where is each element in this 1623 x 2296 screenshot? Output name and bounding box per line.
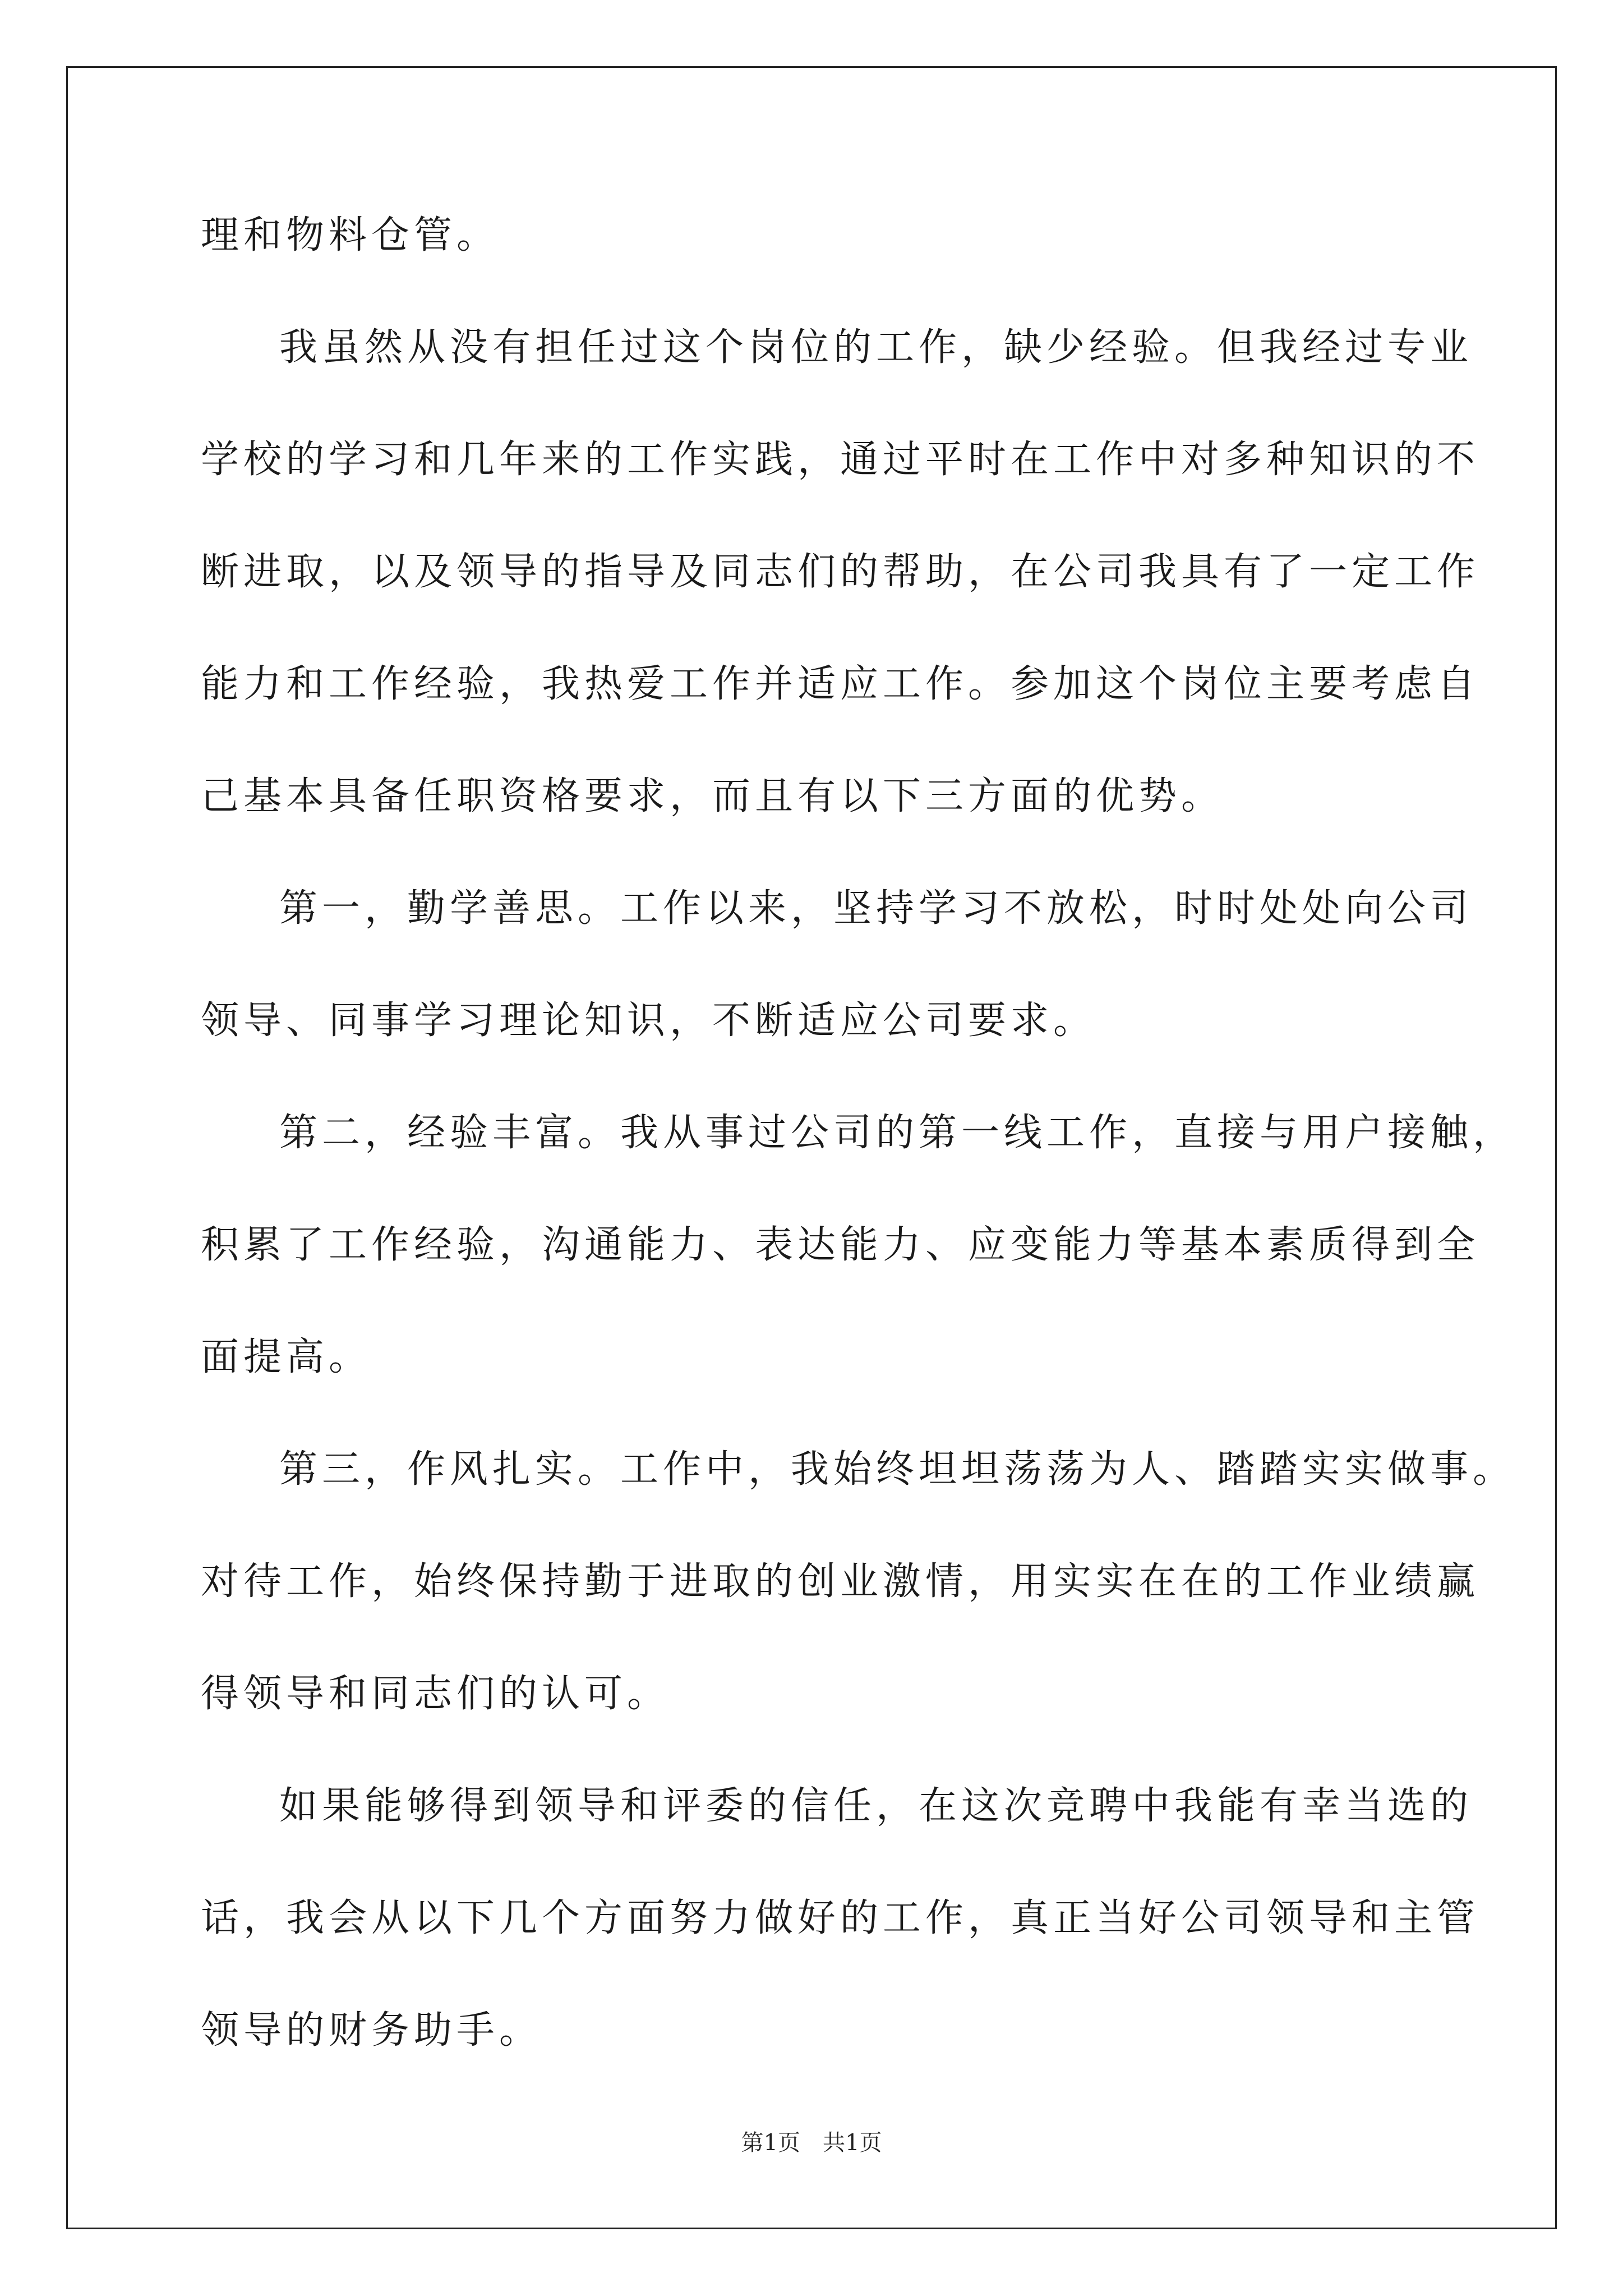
paragraph-first-line: 如果能够得到领导和评委的信任，在这次竞聘中我能有幸当选的 xyxy=(279,1784,1473,1828)
text-line: 面提高。 xyxy=(201,1335,372,1379)
paragraph-first-line: 我虽然从没有担任过这个岗位的工作，缺少经验。但我经过专业 xyxy=(279,325,1473,370)
text-line: 对待工作，始终保持勤于进取的创业激情，用实实在在的工作业绩赢 xyxy=(201,1559,1480,1604)
paragraph-first-line: 第二，经验丰富。我从事过公司的第一线工作，直接与用户接触， xyxy=(279,1111,1516,1155)
text-line: 断进取，以及领导的指导及同志们的帮助，在公司我具有了一定工作 xyxy=(201,550,1480,594)
text-line: 积累了工作经验，沟通能力、表达能力、应变能力等基本素质得到全 xyxy=(201,1223,1480,1267)
text-line: 理和物料仓管。 xyxy=(201,213,500,257)
text-line: 得领导和同志们的认可。 xyxy=(201,1672,670,1716)
paragraph-first-line: 第一，勤学善思。工作以来，坚持学习不放松，时时处处向公司 xyxy=(279,886,1473,931)
text-line: 话，我会从以下几个方面努力做好的工作，真正当好公司领导和主管 xyxy=(201,1896,1480,1940)
paragraph-first-line: 第三，作风扎实。工作中，我始终坦坦荡荡为人、踏踏实实做事。 xyxy=(279,1447,1516,1492)
text-line: 领导、同事学习理论知识，不断适应公司要求。 xyxy=(201,999,1096,1043)
page-number-footer: 第1页 共1页 xyxy=(741,2130,882,2156)
text-line: 能力和工作经验，我热爱工作并适应工作。参加这个岗位主要考虑自 xyxy=(201,662,1480,706)
text-line: 学校的学习和几年来的工作实践，通过平时在工作中对多种知识的不 xyxy=(201,438,1480,482)
text-line: 己基本具备任职资格要求，而且有以下三方面的优势。 xyxy=(201,774,1224,818)
text-line: 领导的财务助手。 xyxy=(201,2008,542,2053)
